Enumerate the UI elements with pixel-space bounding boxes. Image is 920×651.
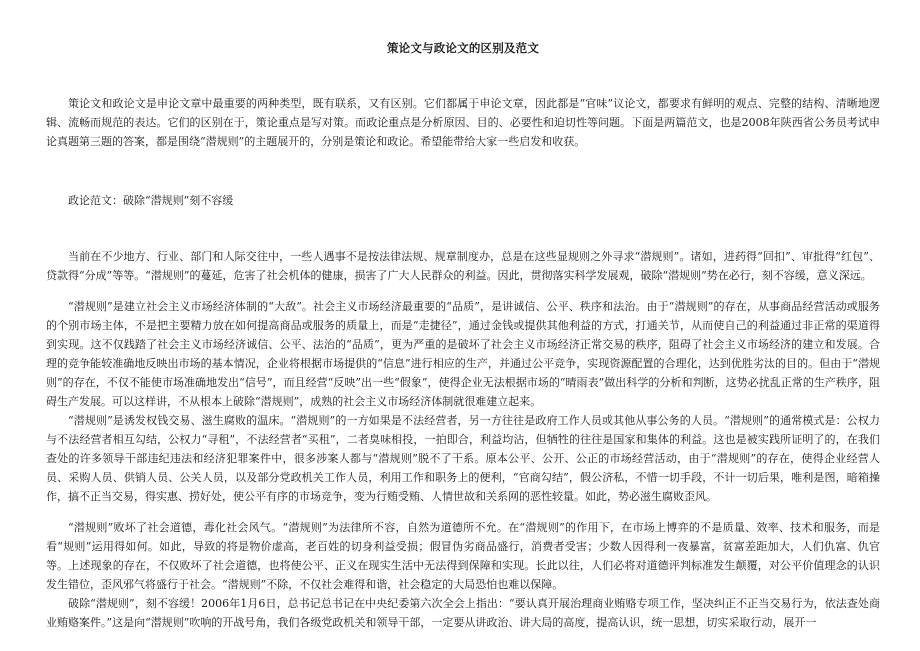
intro-paragraph: 策论文和政论文是申论文章中最重要的两种类型，既有联系，又有区别。它们都属于申论文章，因此都是“官味”议论文，都要求有鲜明的观点、完整的结构、清晰地逻辑、流畅而规范的表达。它们的区别在于，策论重点是写对策。而政论重点是分析原因、目的、必要性和迫切性等问题。下面是两篇范文，也是2008年陕西省公务员考试申论真题第三题的答案，都是围绕“潜规则”的主题展开的，分别是策论和政论。希望能带给大家一些启发和收获。: [46, 97, 880, 148]
body-paragraph: “潜规则”是建立社会主义市场经济体制的“大敌”。社会主义市场经济最重要的“品质”，是讲诚信、公平、秩序和法治。由于“潜规则”的存在，从事商品经营活动或服务的个别市场主体，不是把主要精力放在如何提高商品或服务的质量上，而是“走捷径”，通过金钱或提供其他利益的方式，打通关节，从而使自己的利益通过非正常的渠道得到实现。这不仅践踏了社会主义市场经济诚信、公平、法治的“品质”，更为严重的是破坏了社会主义市场经济正常交易的秩序，阻碍了社会主义市场经济的建立和发展。合理的竞争能较准确地反映出市场的基本情况，企业将根据市场提供的“信息”进行相应的生产，并通过公平竞争，实现资源配置的合理化，达到优胜劣汰的目的。但由于“潜规则”的存在，不仅不能使市场准确地发出“信号”，而且经营“反映”出一些“假象”，使得企业无法根据市场的“晴雨表”做出科学的分析和判断，这势必扰乱正常的生产秩序，阻碍生产发展。可以这样讲，不从根本上破除“潜规则”，成熟的社会主义市场经济体制就很难建立起来。: [46, 300, 880, 408]
section-heading: 政论范文：破除“潜规则”刻不容缓: [68, 194, 234, 207]
body-paragraph: 当前在不少地方、行业、部门和人际交往中，一些人遇事不是按法律法规、规章制度办，总是在这些显规则之外寻求“潜规则”。诸如，进药得“回扣”、审批得“红包”、贷款得“分成”等等。“潜规则”的蔓延，危害了社会机体的健康，损害了广大人民群众的利益。因此，贯彻落实科学发展观，破除“潜规则”势在必行，刻不容缓，意义深远。: [46, 250, 880, 282]
document-title: 策论文与政论文的区别及范文: [386, 41, 540, 55]
body-paragraph: 破除“潜规则”，刻不容缓！2006年1月6日，总书记总书记在中央纪委第六次全会上指出：“要认真开展治理商业贿赂专项工作，坚决纠正不正当交易行为，依法查处商业贿赂案件。”这是向“潜规则”吹响的开战号角，我们各级党政机关和领导干部，一定要从讲政治、讲大局的高度，提高认识，统一思想，切实采取行动，展开一: [46, 597, 880, 629]
body-paragraph: “潜规则”是诱发权钱交易、滋生腐败的温床。“潜规则”的一方如果是不法经营者，另一方往往是政府工作人员或其他从事公务的人员。“潜规则”的通常模式是：公权力与不法经营者相互勾结，公权力“寻租”，不法经营者“买租”，二者臭味相投，一拍即合，利益均沾，但牺牲的往往是国家和集体的利益。这也是被实践所证明了的，在我们查处的许多领导干部违纪违法和经济犯罪案件中，很多涉案人都与“潜规则”脱不了干系。原本公平、公开、公正的市场经营活动，由于“潜规则”的存在，使得企业经营人员、采购人员、供销人员、公关人员，以及部分党政机关工作人员，利用工作和职务上的便利，“官商勾结”，假公济私，不惜一切手段，不计一切后果，唯利是图，暗箱操作，搞不正当交易，得实惠、捞好处，使公平有序的市场竞争，变为行贿受贿、人情世故和关系网的恶性较量。如此，势必滋生腐败歪风。: [46, 414, 880, 503]
body-paragraph: “潜规则”败坏了社会道德，毒化社会风气。“潜规则”为法律所不容，自然为道德所不允。在“潜规则”的作用下，在市场上博弈的不是质量、效率、技术和服务，而是看“规则”运用得如何。如此，导致的将是物价虚高，老百姓的切身利益受损；假冒伪劣商品盛行，消费者受害；少数人因得利一夜暴富，贫富差距加大，人们仇富、仇官等。上述现象的存在，不仅败坏了社会道德，也将使公平、正义在现实生活中无法得到保障和实现。长此以往，人们必将对道德评判标准发生颠覆，对公平价值理念的认识发生错位，歪风邪气将盛行于社会。“潜规则”不除，不仅社会难得和谐，社会稳定的大局恐怕也难以保障。: [46, 521, 880, 591]
